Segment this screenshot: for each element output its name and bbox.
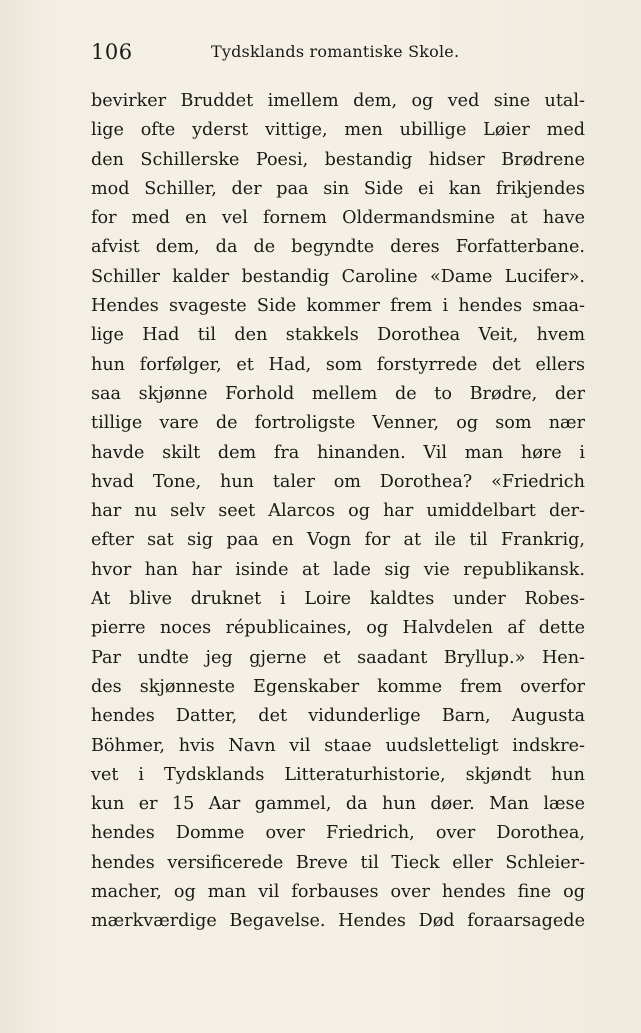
text-line: mærkværdige Begavelse. Hendes Død foraarsagede	[91, 911, 585, 932]
text-line: lige Had til den stakkels Dorothea Veit, hvem	[91, 325, 585, 346]
text-line: for med en vel fornem Oldermandsmine at have	[91, 208, 585, 229]
text-line: hendes versificerede Breve til Tieck eller Schleier-	[91, 852, 585, 873]
text-line: bevirker Bruddet imellem dem, og ved sine utal-	[91, 91, 585, 111]
text-line: har nu selv seet Alarcos og har umiddelbart der-	[91, 501, 585, 522]
text-line: hendes Domme over Friedrich, over Dorothea,	[91, 823, 585, 844]
text-line: At blive druknet i Loire kaldtes under Robes-	[91, 589, 585, 610]
text-line: vet i Tydsklands Litteraturhistorie, skjøndt hun	[91, 764, 585, 785]
text-line: Par undte jeg gjerne et saadant Bryllup.» Hen-	[91, 647, 585, 668]
text-line: Schiller kalder bestandig Caroline «Dame Lucifer».	[91, 266, 585, 287]
text-line: kun er 15 Aar gammel, da hun døer. Man læse	[91, 794, 585, 815]
text-line: tillige vare de fortroligste Venner, og som nær	[91, 413, 585, 434]
body-text	[91, 87, 585, 937]
text-line: hun forfølger, et Had, som forstyrrede det ellers	[91, 354, 585, 375]
text-line: hvad Tone, hun taler om Dorothea? «Friedrich	[91, 471, 585, 492]
text-line: macher, og man vil forbauses over hendes fine og	[91, 882, 585, 903]
page-header	[91, 40, 586, 70]
page-number: 106	[91, 40, 133, 64]
text-line: den Schillerske Poesi, bestandig hidser Brødrene	[91, 149, 585, 170]
text-line: des skjønneste Egenskaber komme frem overfor	[91, 676, 585, 697]
text-line: hvor han har isinde at lade sig vie republikansk.	[91, 559, 585, 580]
text-line: pierre noces républicaines, og Halvdelen af dette	[91, 618, 585, 639]
running-title: Tydsklands romantiske Skole.	[211, 42, 460, 61]
text-line: afvist dem, da de begyndte deres Forfatterbane.	[91, 237, 585, 258]
text-line: Böhmer, hvis Navn vil staae uudsletteligt indskre-	[91, 735, 585, 756]
text-line: mod Schiller, der paa sin Side ei kan frikjendes	[91, 178, 585, 199]
text-line: Hendes svageste Side kommer frem i hendes smaa-	[91, 296, 585, 317]
text-line: lige ofte yderst vittige, men ubillige Løier med	[91, 120, 585, 141]
text-line: saa skjønne Forhold mellem de to Brødre, der	[91, 383, 585, 404]
text-line: hendes Datter, det vidunderlige Barn, Augusta	[91, 706, 585, 727]
text-line: havde skilt dem fra hinanden. Vil man høre i	[91, 442, 585, 463]
text-line: efter sat sig paa en Vogn for at ile til Frankrig,	[91, 530, 585, 551]
